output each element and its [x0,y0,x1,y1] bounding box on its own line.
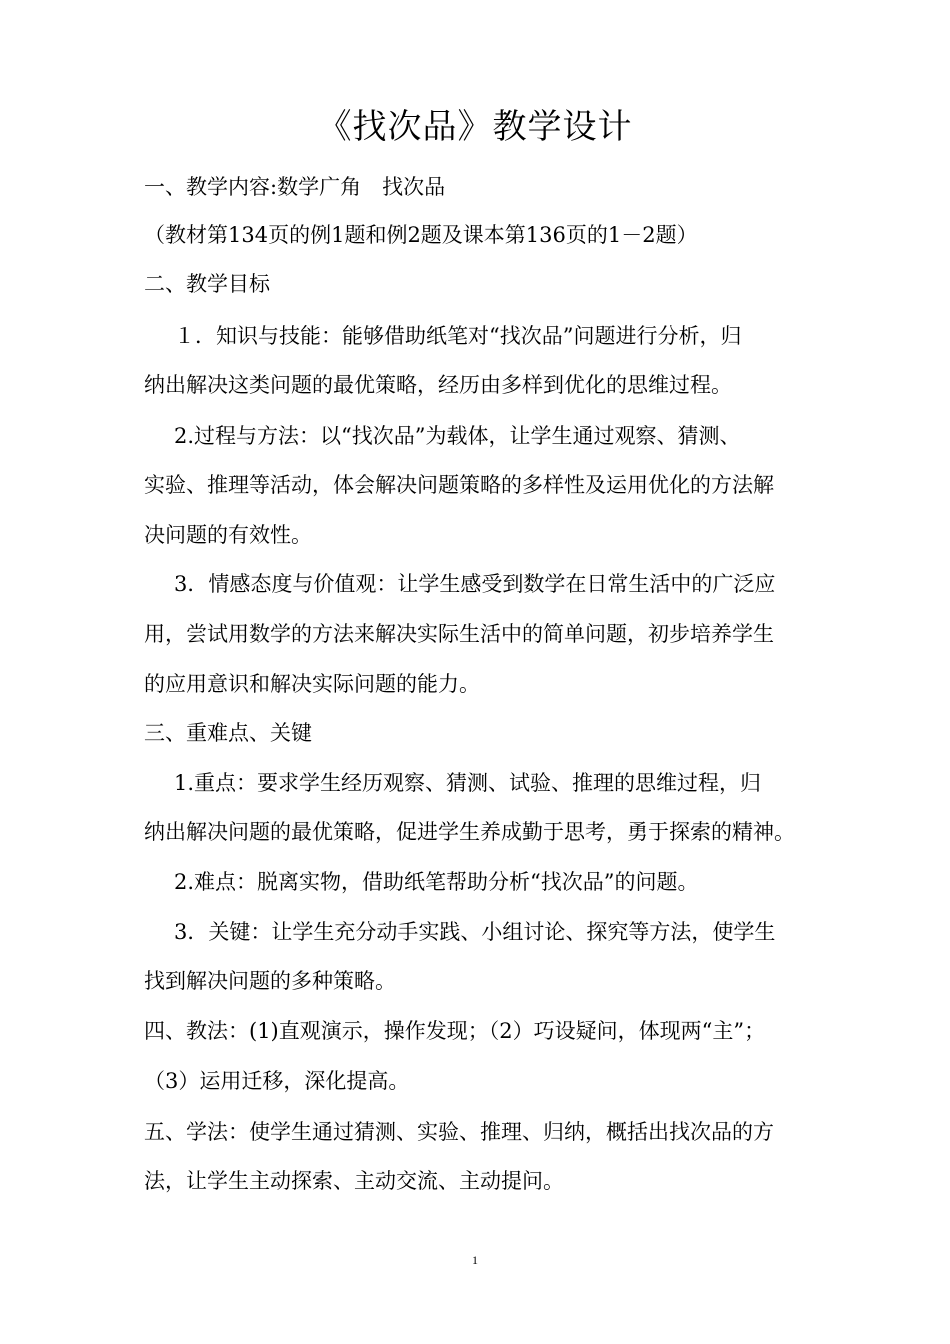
key-method-line-2: 找到解决问题的多种策略。 [144,969,396,993]
learning-method-line-2: 法，让学生主动探索、主动交流、主动提问。 [144,1169,564,1193]
page-number: 1 [472,1253,478,1267]
teaching-method-line-1: 四、教法：(1)直观演示，操作发现；（2）巧设疑问，体现两“主”； [144,1019,766,1043]
teaching-content-note: （教材第134页的例1题和例2题及课本第136页的1－2题） [144,223,698,247]
learning-method-line-1: 五、学法：使学生通过猜测、实验、推理、归纳，概括出找次品的方 [144,1120,774,1144]
section-2-heading: 二、教学目标 [144,272,270,296]
goal-1-line-2: 纳出解决这类问题的最优策略，经历由多样到优化的思维过程。 [144,373,732,397]
section-3-heading: 三、重难点、关键 [144,721,312,745]
difficulty-line: 2.难点：脱离实物，借助纸笔帮助分析“找次品”的问题。 [174,870,699,894]
goal-3-line-1: 3．情感态度与价值观：让学生感受到数学在日常生活中的广泛应 [174,572,776,596]
key-method-line-1: 3．关键：让学生充分动手实践、小组讨论、探究等方法，使学生 [174,920,776,944]
goal-2-line-3: 决问题的有效性。 [144,523,312,547]
goal-3-line-2: 用，尝试用数学的方法来解决实际生活中的简单问题，初步培养学生 [144,622,774,646]
section-1-heading: 一、教学内容:数学广角 找次品 [144,175,446,199]
key-point-line-2: 纳出解决问题的最优策略，促进学生养成勤于思考，勇于探索的精神。 [144,820,795,844]
goal-1-line-1: １．知识与技能：能够借助纸笔对“找次品”问题进行分析，归 [174,324,742,348]
document-title: 《找次品》教学设计 [317,107,633,147]
goal-2-line-1: 2.过程与方法：以“找次品”为载体，让学生通过观察、猜测、 [174,424,741,448]
goal-3-line-3: 的应用意识和解决实际问题的能力。 [144,672,480,696]
key-point-line-1: 1.重点：要求学生经历观察、猜测、试验、推理的思维过程，归 [174,771,762,795]
teaching-method-line-2: （3）运用迁移，深化提高。 [144,1069,410,1093]
goal-2-line-2: 实验、推理等活动，体会解决问题策略的多样性及运用优化的方法解 [144,473,774,497]
